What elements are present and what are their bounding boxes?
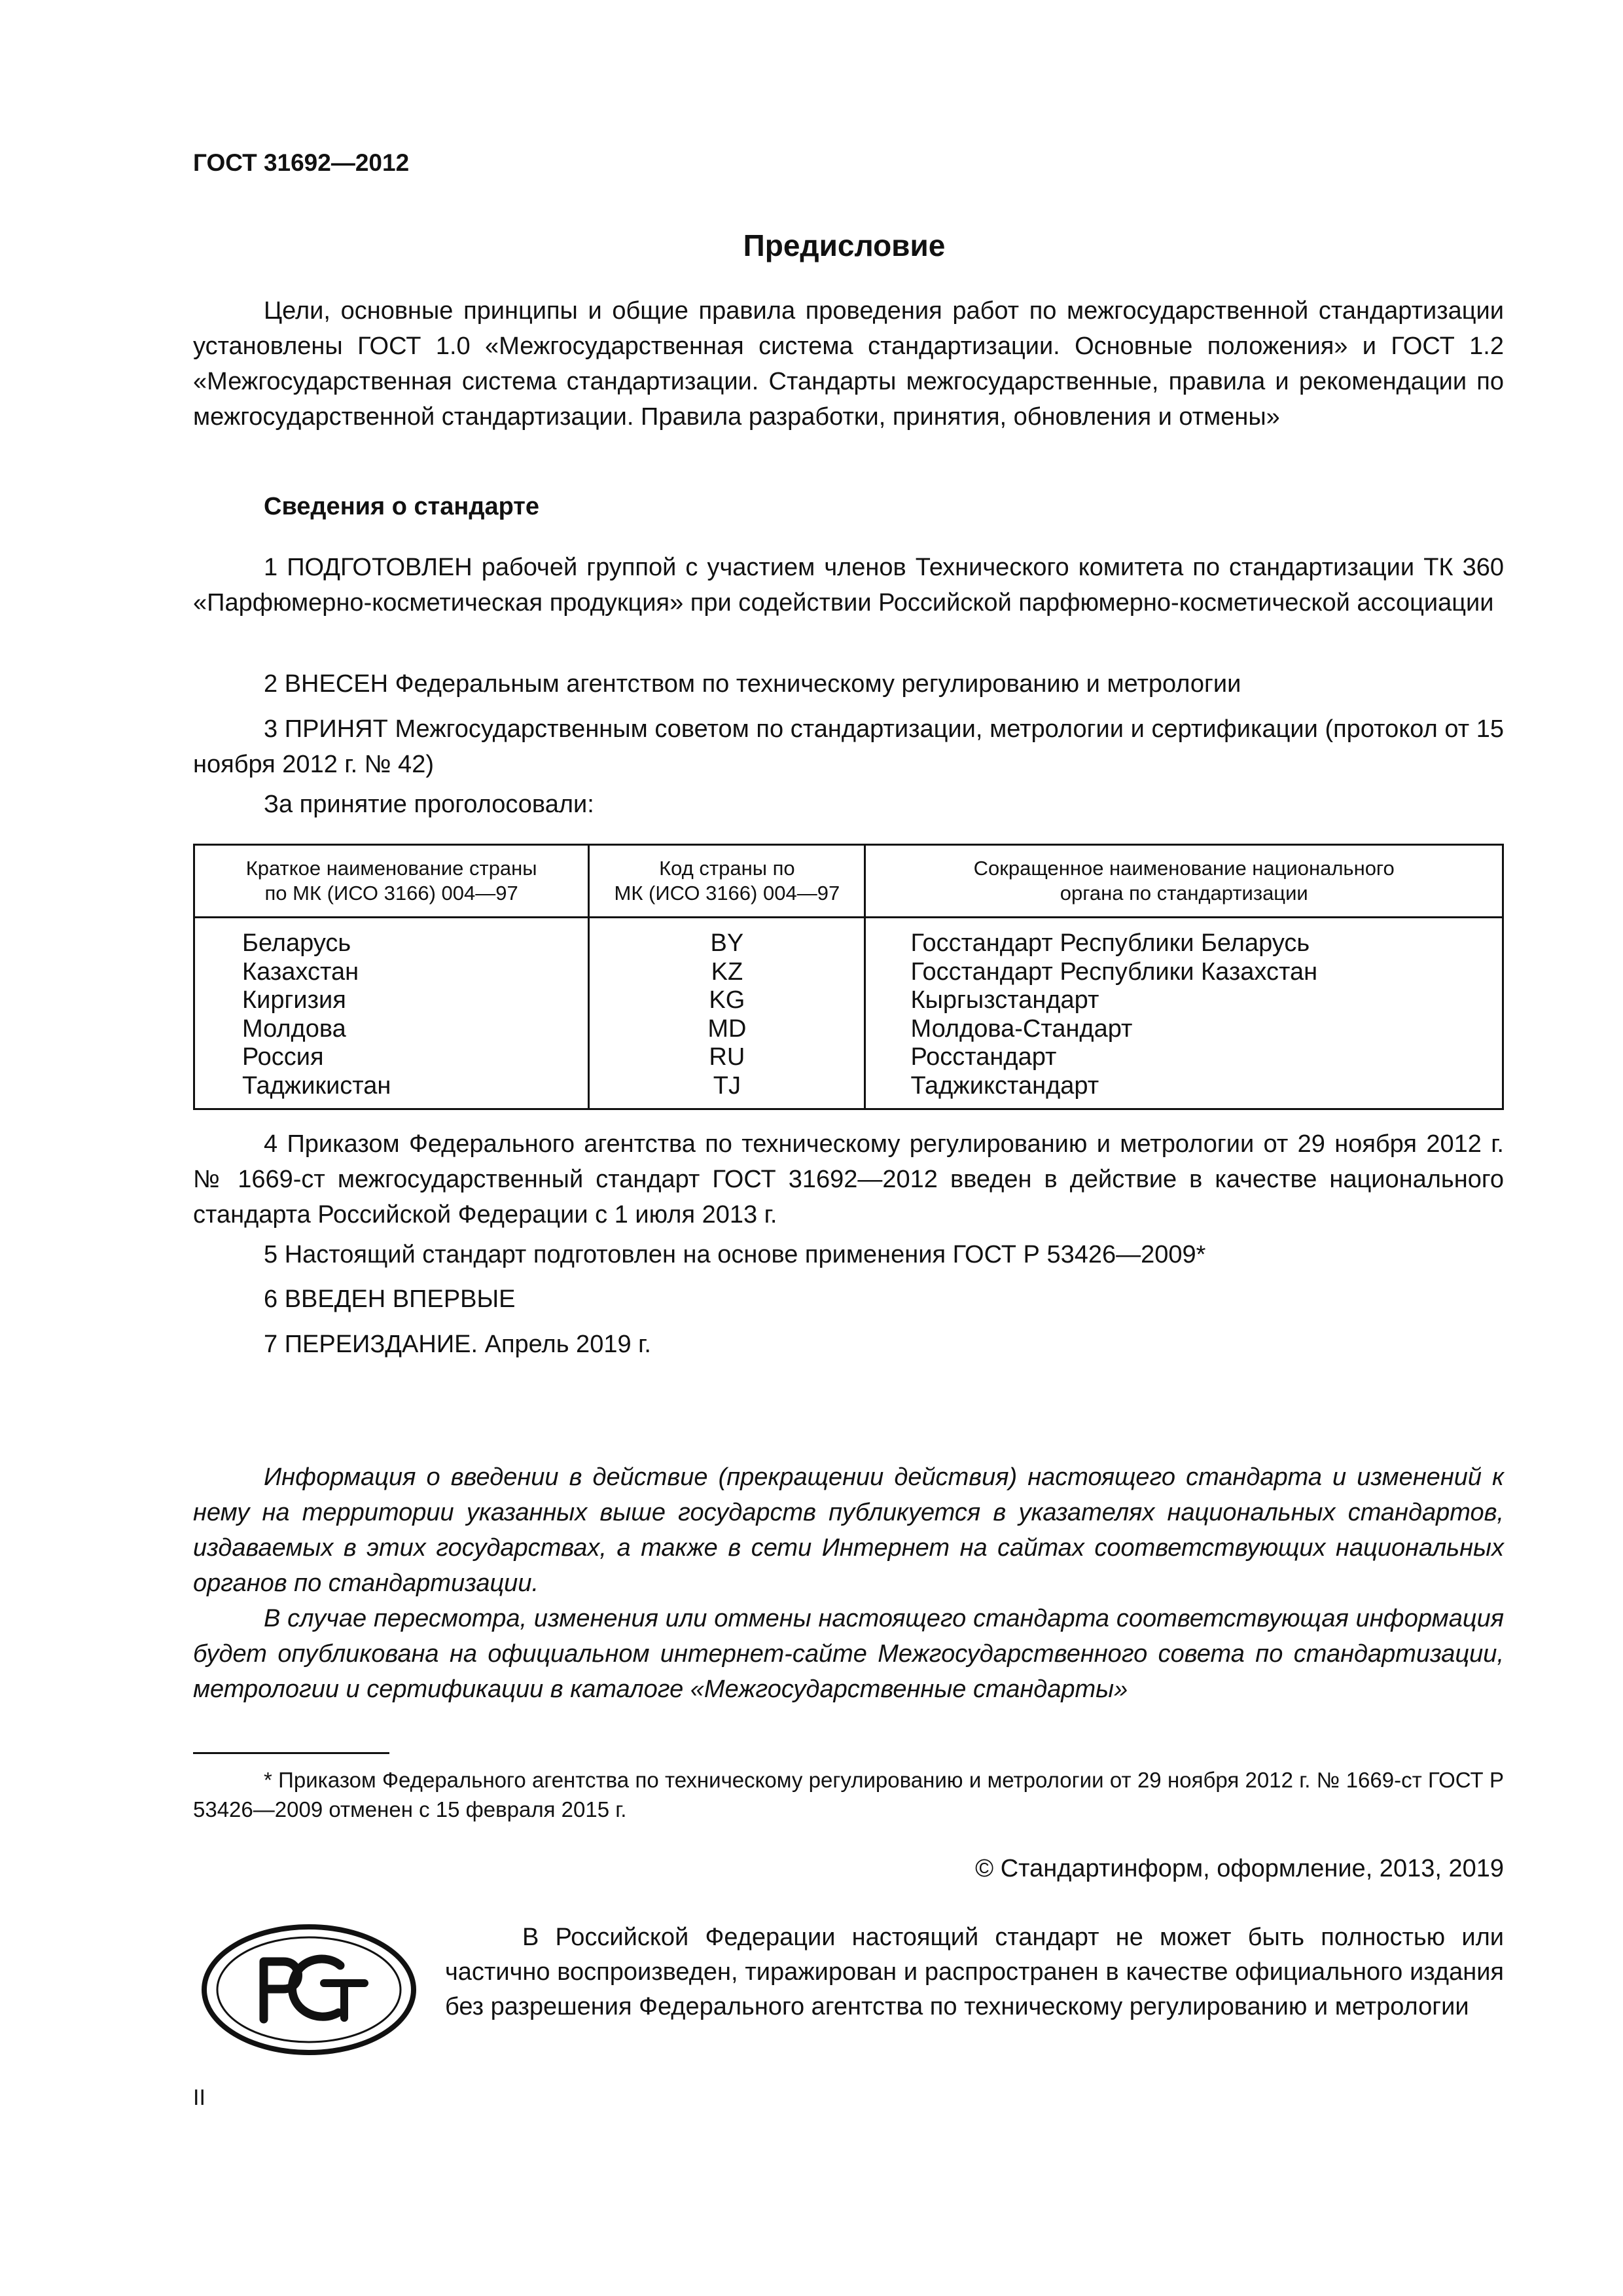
voted-text: За принятие проголосовали: <box>264 791 594 818</box>
item-7-text: 7 ПЕРЕИЗДАНИЕ. Апрель 2019 г. <box>264 1331 651 1358</box>
table-cell: KZ <box>711 958 743 986</box>
table-cell: MD <box>707 1014 747 1043</box>
header-country: Краткое наименование страны по МК (ИСО 3166) 004—97 <box>194 845 589 918</box>
item-5 <box>193 1237 1504 1272</box>
table-cell: Госстандарт Республики Беларусь <box>910 929 1310 957</box>
footnote-separator <box>193 1752 389 1754</box>
notice-paragraph-2: В случае пересмотра, изменения или отмены настоящего стандарта соответствующая информация будет опубликована на официальном интернет-сайте Межгосударственного совета по стандартизации, метрологии и сертификации в каталоге «Межгосударственные стандарты» <box>193 1605 1504 1703</box>
table-cell: Таджикстандарт <box>910 1071 1099 1100</box>
table-cell: Беларусь <box>242 929 351 957</box>
table-cell: Молдова <box>242 1014 346 1043</box>
intro-text: Цели, основные принципы и общие правила проведения работ по межгосударственной стандартизации установлены ГОСТ 1.0 «Межгосударственная система стандартизации. Основные положения» и ГОСТ 1.2 «Межгосударственная система стандартизации. Стандарты межгосударственные, правила и рекомендации по межгосударственной стандартизации. Правила разработки, принятия, обновления и отмены» <box>193 297 1504 431</box>
header-organ: Сокращенное наименование национального органа по стандартизации <box>865 845 1503 918</box>
copyright-line: © Стандартинформ, оформление, 2013, 2019 <box>975 1855 1504 1882</box>
country-column <box>194 918 589 1109</box>
item-3-text: 3 ПРИНЯТ Межгосударственным советом по стандартизации, метрологии и сертификации (протокол от 15 ноября 2012 г. № 42) <box>193 715 1504 778</box>
table-cell: Казахстан <box>242 958 359 986</box>
item-5-text: 5 Настоящий стандарт подготовлен на основе применения ГОСТ Р 53426—2009* <box>264 1241 1206 1268</box>
item-7 <box>193 1327 1504 1362</box>
item-1-text: 1 ПОДГОТОВЛЕН рабочей группой с участием членов Технического комитета по стандартизации ТК 360 «Парфюмерно-косметическая продукция» при содействии Российской парфюмерно-косметической ассоциации <box>193 554 1504 617</box>
section-heading: Сведения о стандарте <box>264 493 540 520</box>
table-cell: KG <box>709 986 745 1014</box>
item-2-text: 2 ВНЕСЕН Федеральным агентством по техническому регулированию и метрологии <box>264 670 1241 698</box>
table-cell: Госстандарт Республики Казахстан <box>910 958 1318 986</box>
organ-column <box>865 918 1503 1109</box>
legal-notice <box>445 1920 1504 2024</box>
item-3 <box>193 711 1504 782</box>
page-title: Предисловие <box>743 228 946 262</box>
table-cell: Россия <box>242 1043 324 1071</box>
table-cell: Росстандарт <box>910 1043 1057 1071</box>
item-4 <box>193 1126 1504 1232</box>
table-cell: BY <box>710 929 744 957</box>
table-cell: Кыргызстандарт <box>910 986 1099 1014</box>
header-code: Код страны по МК (ИСО 3166) 004—97 <box>589 845 865 918</box>
item-2 <box>193 666 1504 702</box>
table-cell: TJ <box>713 1071 741 1100</box>
notice-block <box>193 1460 1504 1707</box>
voting-table <box>193 844 1504 1110</box>
item-4-text: 4 Приказом Федерального агентства по техническому регулированию и метрологии от 29 ноября 2012 г. № 1669-ст межгосударственный стандарт ГОСТ 31692—2012 введен в действие в качестве национального стандарта Российской Федерации с 1 июля 2013 г. <box>193 1130 1504 1229</box>
page-number: II <box>193 2085 205 2110</box>
notice-paragraph-1: Информация о введении в действие (прекращении действия) настоящего стандарта и изменений к нему на территории указанных выше государств публикуется в указателях национальных стандартов, издаваемых в этих государствах, а также в сети Интернет на сайтах соответствующих национальных органов по стандартизации. <box>193 1463 1504 1597</box>
intro-paragraph <box>193 293 1504 435</box>
document-id: ГОСТ 31692—2012 <box>193 149 410 176</box>
footnote-text: * Приказом Федерального агентства по техническому регулированию и метрологии от 29 ноября 2012 г. № 1669-ст ГОСТ Р 53426—2009 отменен с 15 февраля 2015 г. <box>193 1768 1504 1821</box>
item-1 <box>193 550 1504 620</box>
table-cell: Молдова-Стандарт <box>910 1014 1133 1043</box>
table-cell: RU <box>709 1043 745 1071</box>
item-6-text: 6 ВВЕДЕН ВПЕРВЫЕ <box>264 1285 516 1313</box>
table-cell: Киргизия <box>242 986 346 1014</box>
voted-label <box>193 787 1504 822</box>
rst-certification-logo-icon <box>200 1921 419 2058</box>
code-column <box>589 918 865 1109</box>
item-6 <box>193 1282 1504 1317</box>
legal-text: В Российской Федерации настоящий стандарт не может быть полностью или частично воспроизведен, тиражирован и распространен в качестве официального издания без разрешения Федерального агентства по техническому регулированию и метрологии <box>445 1924 1504 2020</box>
footnote <box>193 1765 1504 1824</box>
table-cell: Таджикистан <box>242 1071 391 1100</box>
